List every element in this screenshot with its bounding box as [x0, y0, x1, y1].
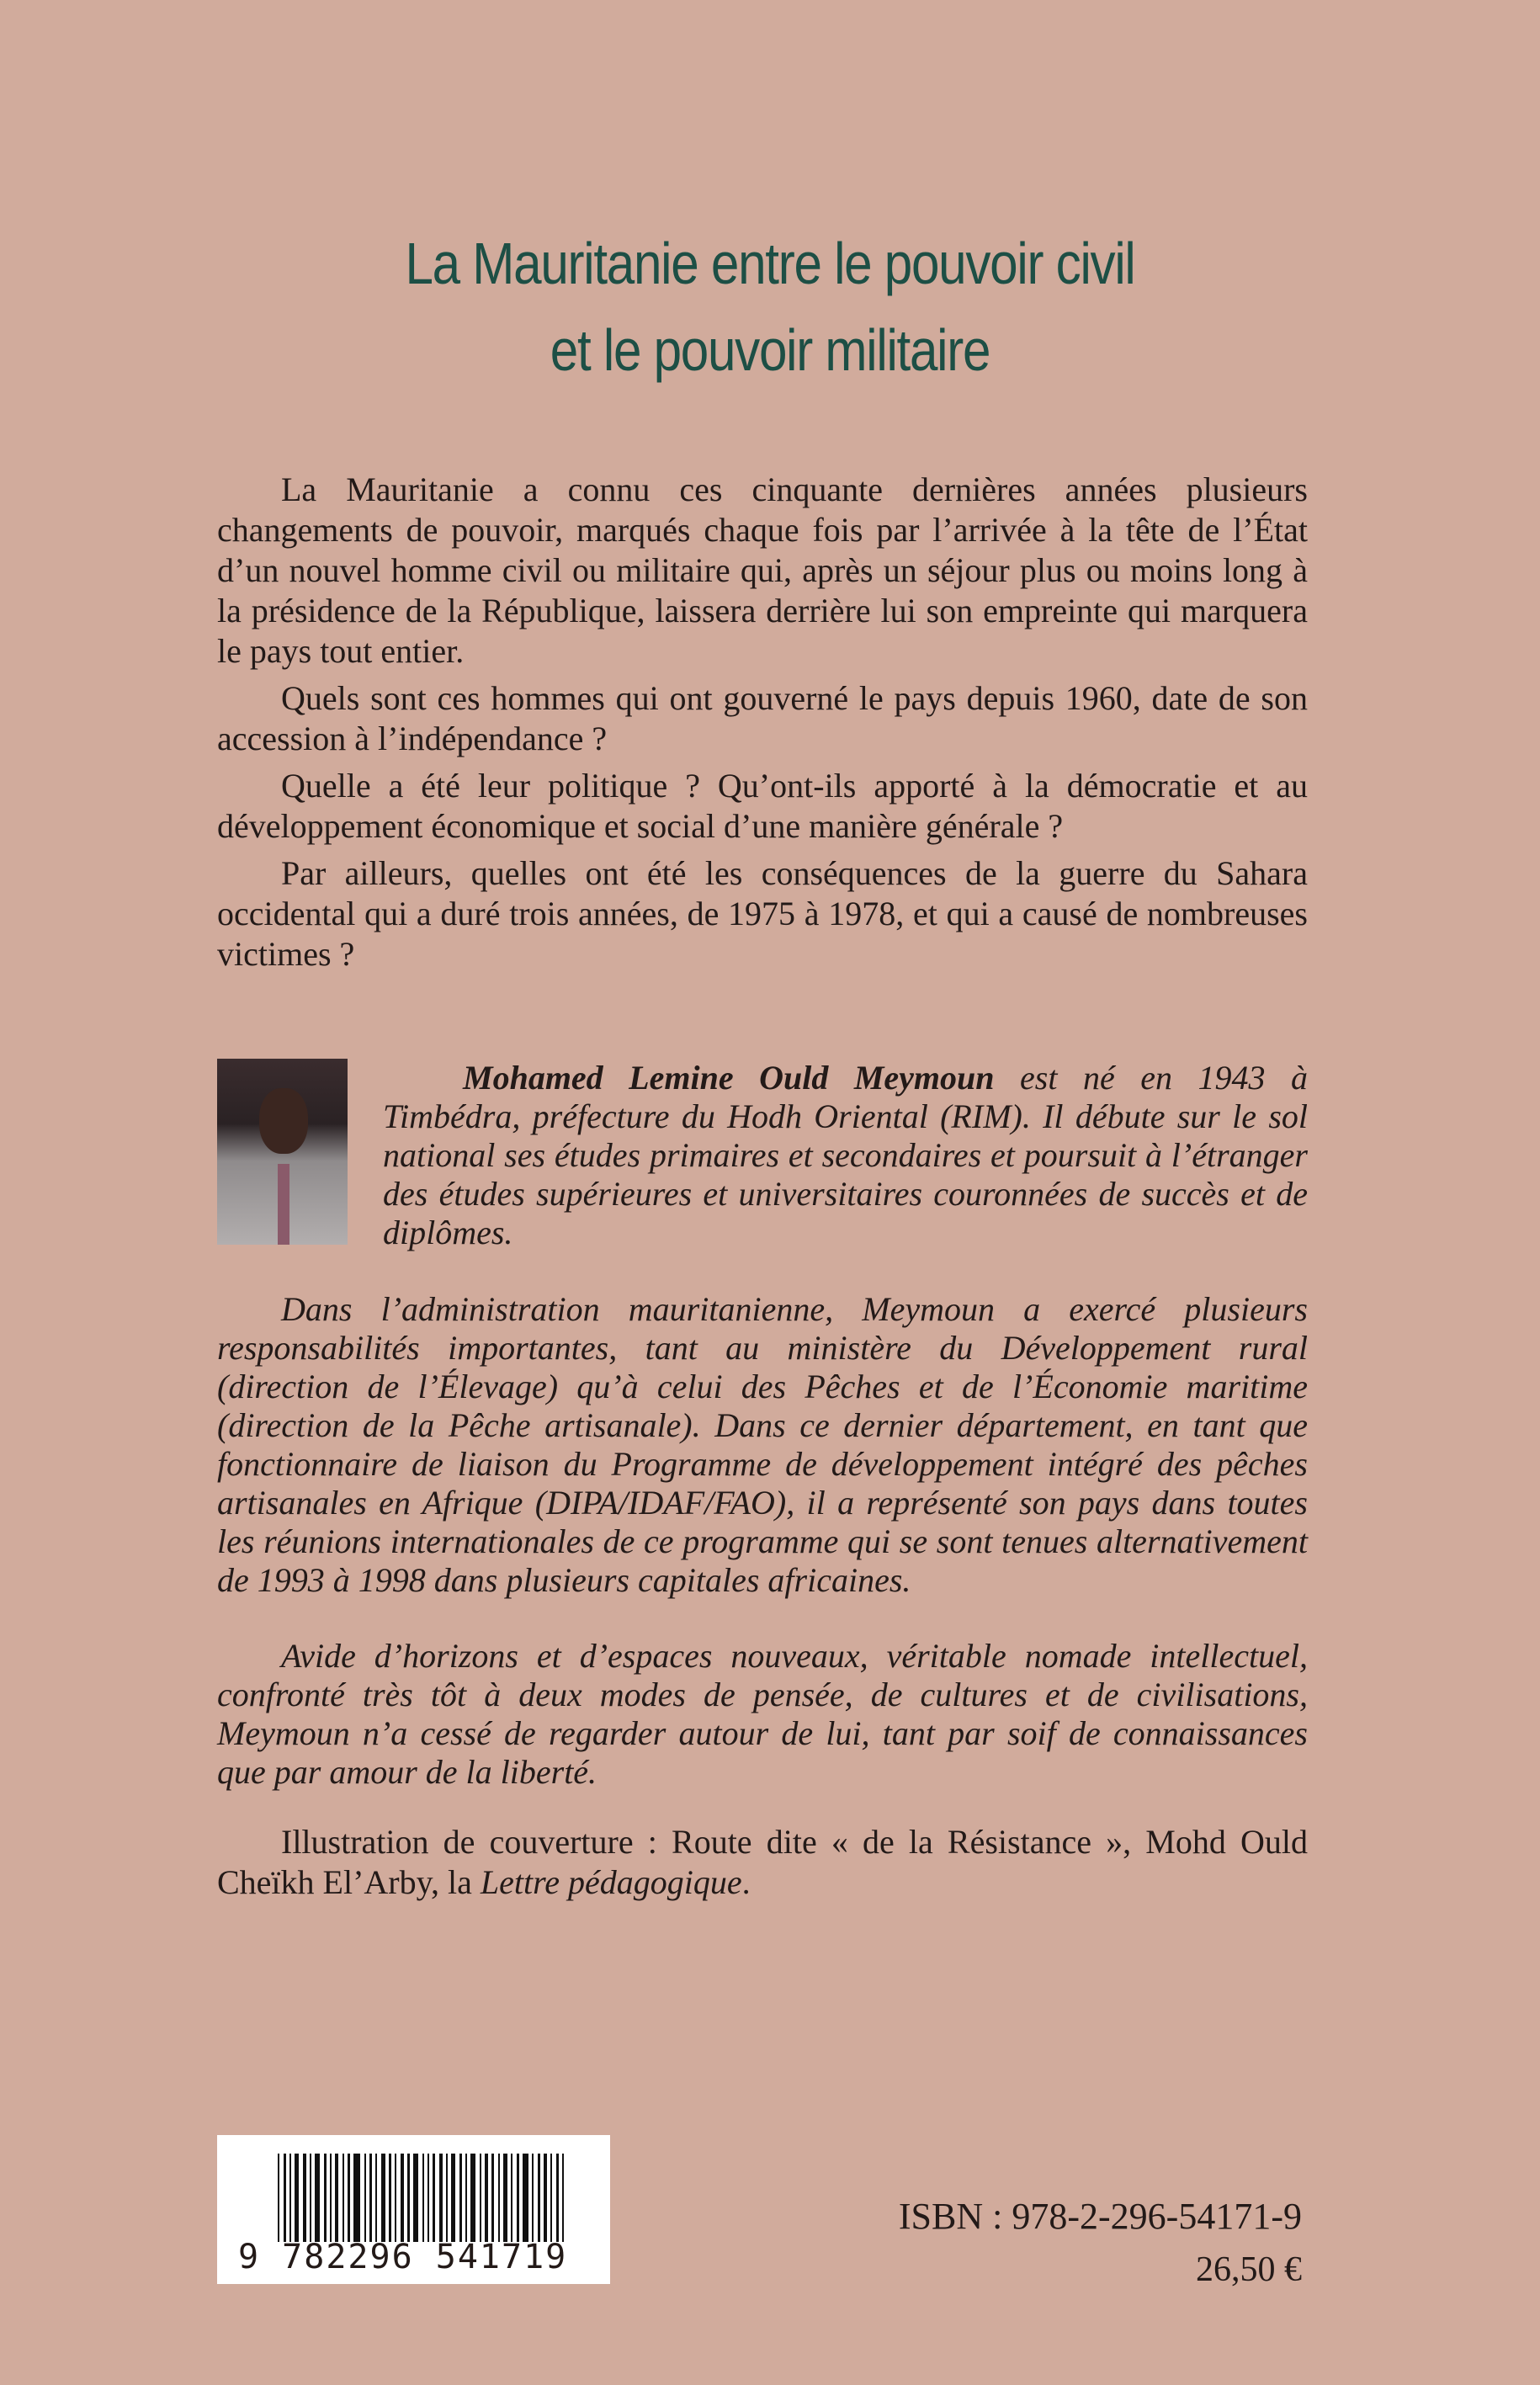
barcode-stripe	[523, 2154, 528, 2242]
barcode-stripe	[401, 2154, 404, 2242]
blurb	[217, 470, 1308, 975]
barcode-stripe	[562, 2154, 564, 2242]
barcode-stripe	[369, 2154, 372, 2242]
barcode-stripe	[413, 2154, 418, 2242]
barcode-stripe	[491, 2154, 494, 2242]
barcode-number: 9 782296 541719	[238, 2238, 568, 2276]
author-section	[217, 1059, 1308, 1253]
barcode-stripe	[446, 2154, 448, 2242]
credit-italic: Lettre pédagogique	[480, 1863, 742, 1901]
book-title	[108, 220, 1432, 394]
author-career	[217, 1290, 1308, 1600]
barcode-stripe	[289, 2154, 291, 2242]
credit-end: .	[741, 1863, 751, 1901]
barcode-stripe	[465, 2154, 467, 2242]
barcode-stripe	[544, 2154, 547, 2242]
barcode	[217, 2135, 610, 2284]
barcode-stripe	[407, 2154, 410, 2242]
bio-paragraph: Dans l’administration mauritanienne, Meymoun a exercé plusieurs responsabilités importantes, tant au ministère du Développement rural (direction de l’Élevage) qu’à celui des Pêches et de l’Économie maritime (direction de la Pêche artisanale). Dans ce dernier département, en tant que fonctionnaire de liaison du Programme de développement intégré des pêches artisanales en Afrique (DIPA/IDAF/FAO), il a représenté son pays dans toutes les réunions internationales de ce programme qui se sont tenues alternativement de 1993 à 1998 dans plusieurs capitales africaines.	[217, 1290, 1308, 1599]
back-cover-text	[217, 470, 1308, 1903]
blurb-paragraph: Quels sont ces hommes qui ont gouverné le pays depuis 1960, date de son accession à l’indépendance ?	[217, 679, 1308, 757]
barcode-bars	[278, 2154, 585, 2242]
barcode-stripe	[556, 2154, 559, 2242]
barcode-stripe	[343, 2154, 344, 2242]
price: 26,50 €	[1196, 2250, 1302, 2289]
barcode-stripe	[364, 2154, 366, 2242]
bio-text: est né en 1943 à Timbédra, préfecture du Hodh Oriental (RIM). Il débute sur le sol national ses études primaires et secondaires et poursuit à l’étranger des études supérieures et universitaires couronnées de succès et de diplômes.	[383, 1059, 1308, 1251]
barcode-stripe	[532, 2154, 534, 2242]
barcode-stripe	[459, 2154, 462, 2242]
isbn: ISBN : 978-2-296-54171-9	[898, 2196, 1302, 2237]
barcode-stripe	[310, 2154, 311, 2242]
blurb-paragraph: Par ailleurs, quelles ont été les conséquences de la guerre du Sahara occidental qui a duré trois années, de 1975 à 1978, et qui a causé de nombreuses victimes ?	[217, 854, 1308, 973]
barcode-stripe	[538, 2154, 540, 2242]
barcode-stripe	[517, 2154, 519, 2242]
barcode-stripe	[303, 2154, 306, 2242]
credit-text: Illustration de couverture : Route dite « de la Résistance », Mohd Ould Cheïkh El’Arby, la	[217, 1823, 1308, 1901]
barcode-stripe	[348, 2154, 350, 2242]
barcode-stripe	[278, 2154, 279, 2242]
barcode-stripe	[315, 2154, 320, 2242]
title-line-1: La Mauritanie entre le pouvoir civil	[405, 231, 1135, 296]
barcode-stripe	[550, 2154, 552, 2242]
barcode-stripe	[498, 2154, 500, 2242]
barcode-stripe	[381, 2154, 385, 2242]
barcode-stripe	[324, 2154, 327, 2242]
barcode-stripe	[503, 2154, 507, 2242]
author-portrait	[217, 1637, 1308, 1792]
barcode-stripe	[422, 2154, 424, 2242]
author-bio	[217, 1059, 1308, 1252]
barcode-stripe	[470, 2154, 475, 2242]
barcode-stripe	[335, 2154, 338, 2242]
barcode-stripe	[433, 2154, 435, 2242]
barcode-stripe	[375, 2154, 377, 2242]
barcode-stripe	[295, 2154, 299, 2242]
barcode-stripe	[511, 2154, 512, 2242]
barcode-stripe	[353, 2154, 360, 2242]
barcode-stripe	[395, 2154, 396, 2242]
author-name: Mohamed Lemine Ould Meymoun	[463, 1059, 995, 1097]
barcode-stripe	[330, 2154, 332, 2242]
barcode-stripe	[485, 2154, 488, 2242]
title-line-2: et le pouvoir militaire	[550, 317, 990, 383]
cover-credit	[217, 1822, 1308, 1903]
barcode-stripe	[389, 2154, 391, 2242]
barcode-stripe	[284, 2154, 286, 2242]
barcode-stripe	[480, 2154, 481, 2242]
barcode-stripe	[439, 2154, 443, 2242]
bio-paragraph: Avide d’horizons et d’espaces nouveaux, véritable nomade intellectuel, confronté très tôt à deux modes de pensée, de cultures et de civilisations, Meymoun n’a cessé de regarder autour de lui, tant par soif de connaissances que par amour de la liberté.	[217, 1637, 1308, 1791]
barcode-stripe	[451, 2154, 455, 2242]
blurb-paragraph: La Mauritanie a connu ces cinquante dernières années plusieurs changements de pouvoir, marqués chaque fois par l’arrivée à la tête de l’État d’un nouvel homme civil ou militaire qui, après un séjour plus ou moins long à la présidence de la République, laissera derrière lui son empreinte qui marquera le pays tout entier.	[217, 470, 1308, 670]
author-photo	[217, 1059, 348, 1245]
blurb-paragraph: Quelle a été leur politique ? Qu’ont-ils apporté à la démocratie et au développement économique et social d’une manière générale ?	[217, 767, 1308, 845]
barcode-stripe	[427, 2154, 429, 2242]
